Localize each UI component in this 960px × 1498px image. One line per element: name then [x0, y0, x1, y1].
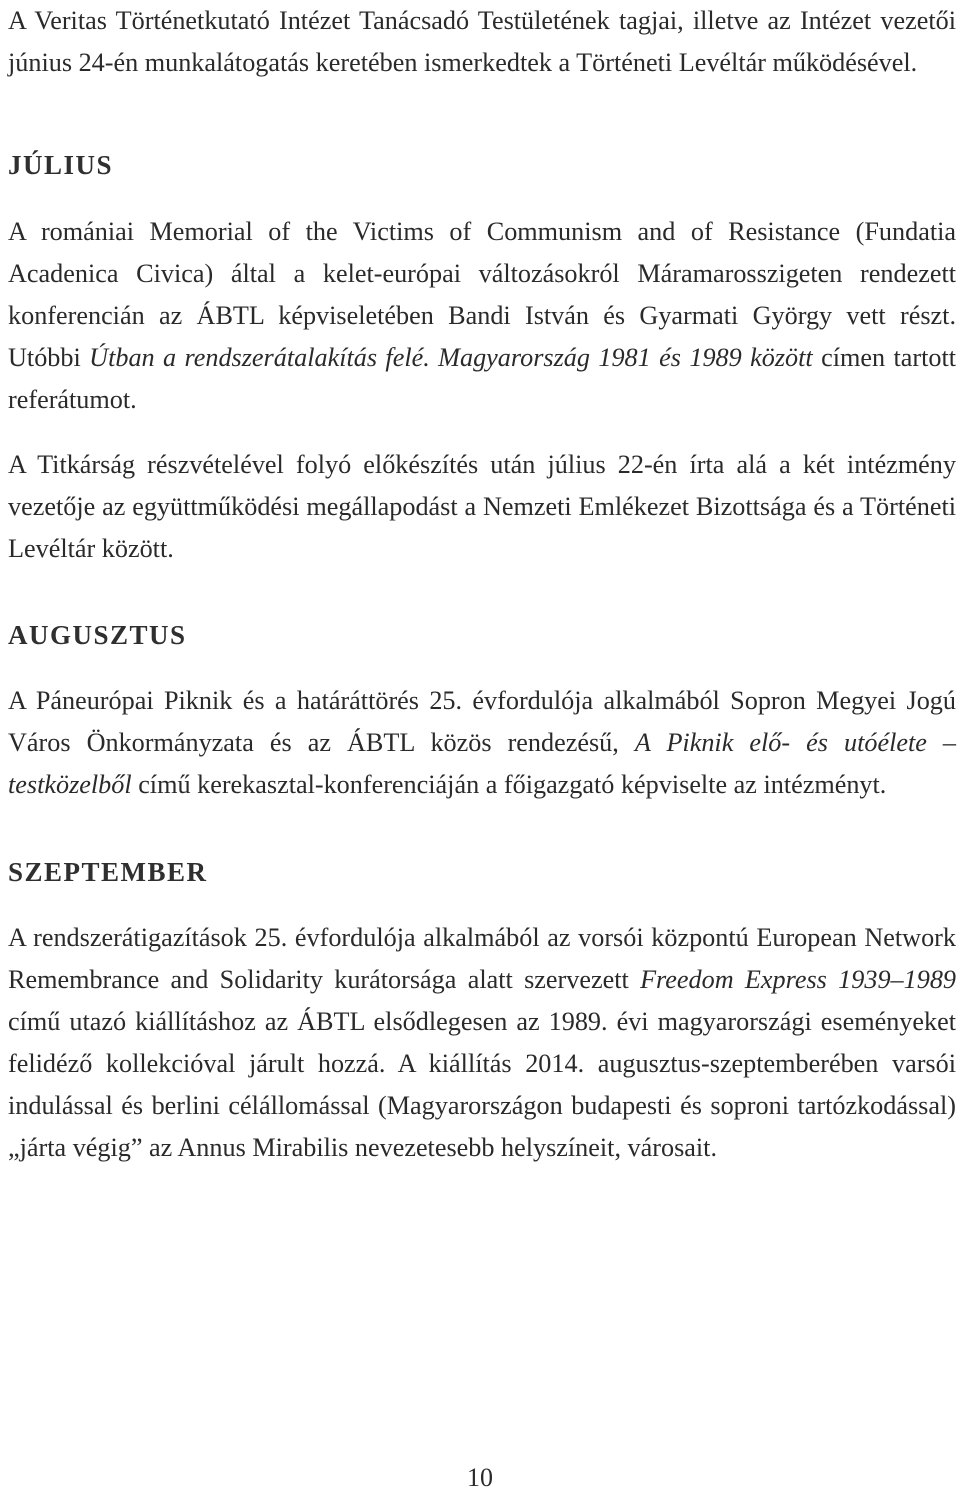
section-heading-szeptember: SZEPTEMBER [8, 857, 208, 887]
paragraph-text: A Titkárság részvételével folyó előkészítés után július 22-én írta alá a két intézmény vezetője az együttműködési megállapodást a Nemzeti Emlékezet Bizottsága és a Történeti Levéltár között. [8, 450, 956, 563]
szeptember-paragraph-exhibition [8, 917, 956, 1169]
julius-paragraph-conference [8, 211, 956, 421]
page-number: 10 [467, 1463, 493, 1492]
section-heading-augusztus: AUGUSZTUS [8, 620, 187, 650]
paragraph-italic-title: Útban a rendszerátalakítás felé. Magyarország 1981 és 1989 között [89, 343, 813, 372]
paragraph-text: A romániai Memorial of the Victims of Communism and of Resistance (Fundatia Acadenica Civica) által a kelet-európai változásokról Máramarosszigeten rendezett konferencián az ÁBTL képviseletében Bandi István és Gyarmati György vett részt. Utóbbi [8, 217, 956, 372]
paragraph-italic-title: Freedom Express 1939–1989 [640, 965, 957, 994]
section-heading-julius: JÚLIUS [8, 150, 114, 180]
paragraph-text: A rendszerátigazítások 25. évfordulója alkalmából az vorsói központú European Network Remembrance and Solidarity kurátorsága alatt szervezett [8, 923, 956, 994]
intro-paragraph [8, 0, 956, 84]
paragraph-text: A Páneurópai Piknik és a határáttörés 25. évfordulója alkalmából Sopron Megyei Jogú Város Önkormányzata és az ÁBTL közös rendezésű, [8, 686, 956, 757]
paragraph-text: címen tartott referátumot. [8, 343, 957, 414]
paragraph-text: című utazó kiállításhoz az ÁBTL elsődlegesen az 1989. évi magyarországi eseményeket felidéző kollekcióval járult hozzá. A kiállítás 2014. augusztus-szeptemberében varsói indulással és berlini célállomással (Magyarországon budapesti és soproni tartózkodással) „járta végig” az Annus Mirabilis nevezetesebb helyszíneit, városait. [8, 1007, 956, 1162]
document-page [8, 0, 956, 1169]
paragraph-italic-title: A Piknik elő- és utóélete – testközelből [8, 728, 957, 799]
julius-paragraph-agreement [8, 444, 956, 570]
augusztus-paragraph-piknik [8, 680, 956, 806]
paragraph-text: című kerekasztal-konferenciáján a főigazgató képviselte az intézményt. [131, 770, 887, 799]
intro-text: A Veritas Történetkutató Intézet Tanácsadó Testületének tagjai, illetve az Intézet vezetői június 24-én munkalátogatás keretében ismerkedtek a Történeti Levéltár működésével. [8, 6, 956, 77]
